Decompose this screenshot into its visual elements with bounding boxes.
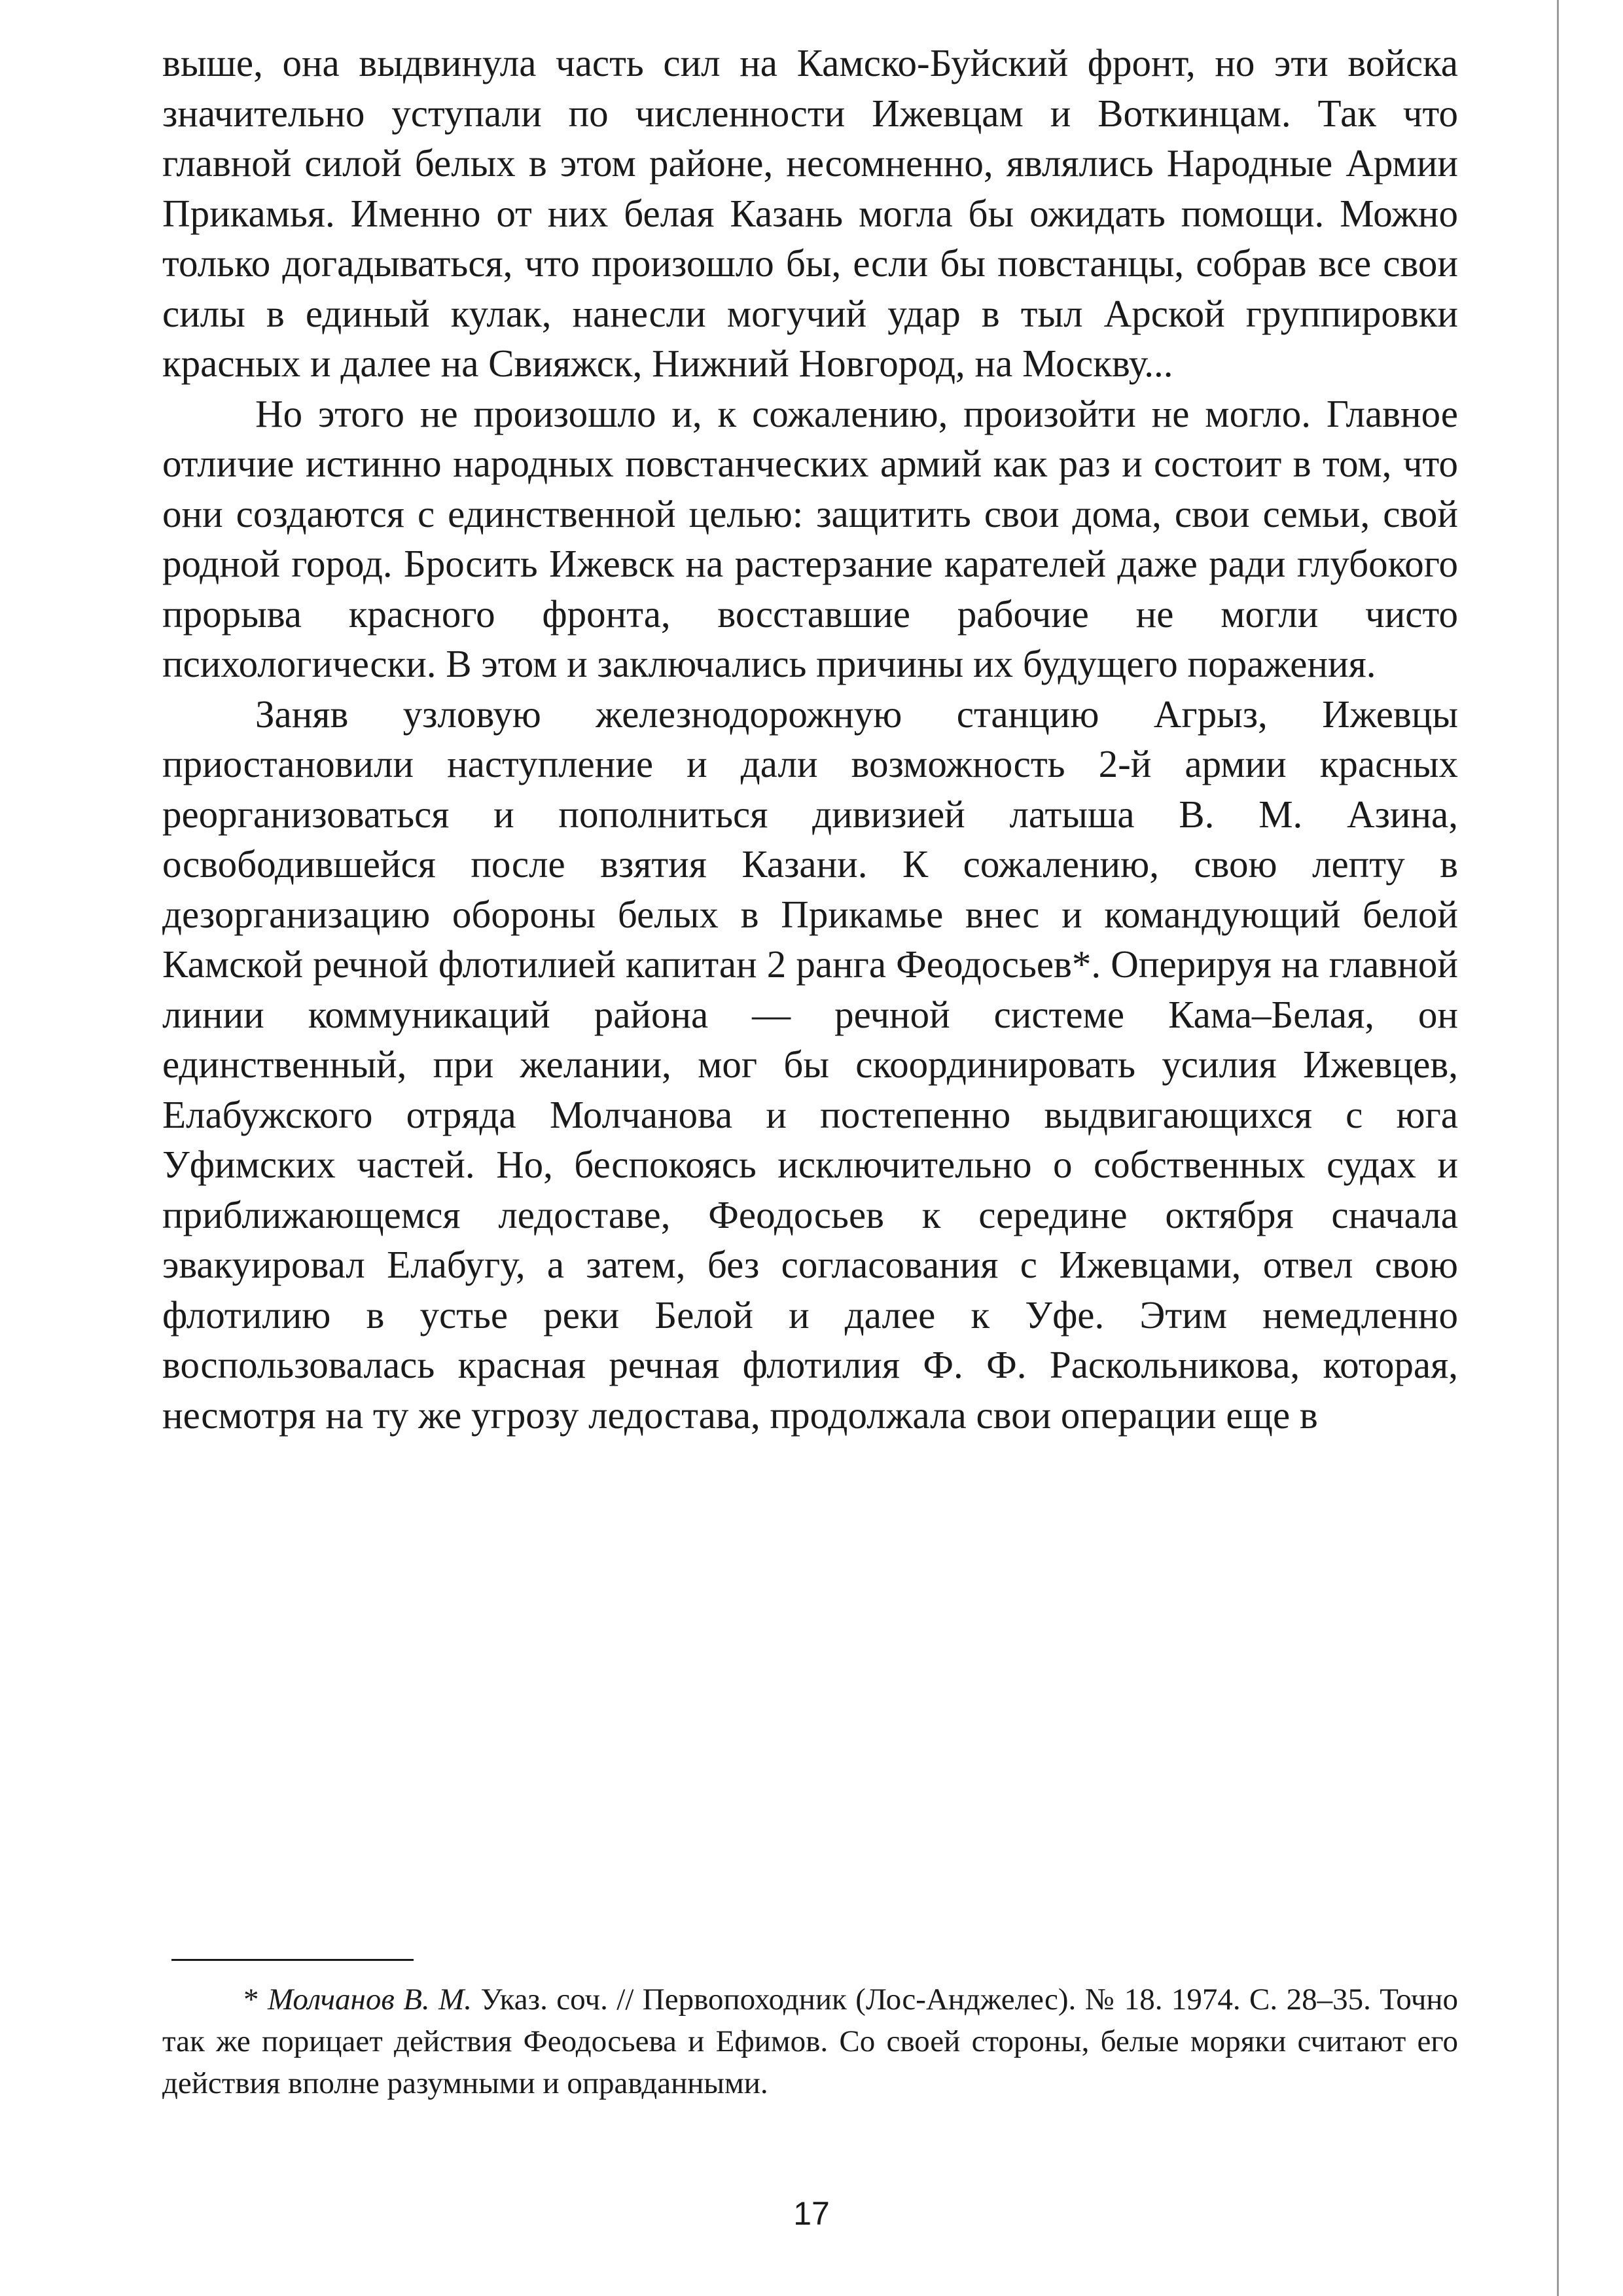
page-number: 17 bbox=[793, 2195, 830, 2232]
footnote-marker: * bbox=[243, 1982, 268, 2017]
footnote-text: Указ. соч. // Первопоходник (Лос-Анджелес). № 18. 1974. С. 28–35. Точно так же порицает действия Феодосьева и Ефимов. Со своей стороны, белые моряки считают его действия вполне разумными и оправданными. bbox=[162, 1982, 1459, 2100]
paragraph-1: выше, она выдвинула часть сил на Камско-Буйский фронт, но эти войска значительно уступали по численности Ижевцам и Воткинцам. Так что главной силой белых в этом районе, несомненно, являлись Народные Армии Прикамья. Именно от них белая Казань могла бы ожидать помощи. Можно только догадываться, что произошло бы, если бы повстанцы, собрав все свои силы в единый кулак, нанесли могучий удар в тыл Арской группировки красных и далее на Свияжск, Нижний Новгород, на Москву... bbox=[162, 41, 1458, 385]
paragraph-2: Но этого не произошло и, к сожалению, произойти не могло. Главное отличие истинно народных повстанческих армий как раз и состоит в том, что они создаются с единственной целью: защитить свои дома, свои семьи, свой родной город. Бросить Ижевск на растерзание карателей даже ради глубокого прорыва красного фронта, восставшие рабочие не могли чисто психологически. В этом и заключались причины их будущего поражения. bbox=[162, 391, 1458, 685]
main-text bbox=[162, 38, 1458, 1440]
footnote bbox=[162, 1979, 1458, 2104]
footnote-author: Молчанов В. М. bbox=[267, 1982, 472, 2017]
footnote-separator bbox=[171, 1959, 414, 1961]
paragraph-3: Заняв узловую железнодорожную станцию Агрыз, Ижевцы приостановили наступление и дали возможность 2-й армии красных реорганизоваться и пополниться дивизией латыша В. М. Азина, освободившейся после взятия Казани. К сожалению, свою лепту в дезорганизацию обороны белых в Прикамье внес и командующий белой Камской речной флотилией капитан 2 ранга Феодосьев*. Оперируя на главной линии коммуникаций района — речной системе Кама–Белая, он единственный, при желании, мог бы скоординировать усилия Ижевцев, Елабужского отряда Молчанова и постепенно выдвигающихся с юга Уфимских частей. Но, беспокоясь исключительно о собственных судах и приближающемся ледоставе, Феодосьев к середине октября сначала эвакуировал Елабугу, а затем, без согласования с Ижевцами, отвел свою флотилию в устье реки Белой и далее к Уфе. Этим немедленно воспользовалась красная речная флотилия Ф. Ф. Раскольникова, которая, несмотря на ту же угрозу ледостава, продолжала свои операции еще в bbox=[162, 692, 1458, 1437]
